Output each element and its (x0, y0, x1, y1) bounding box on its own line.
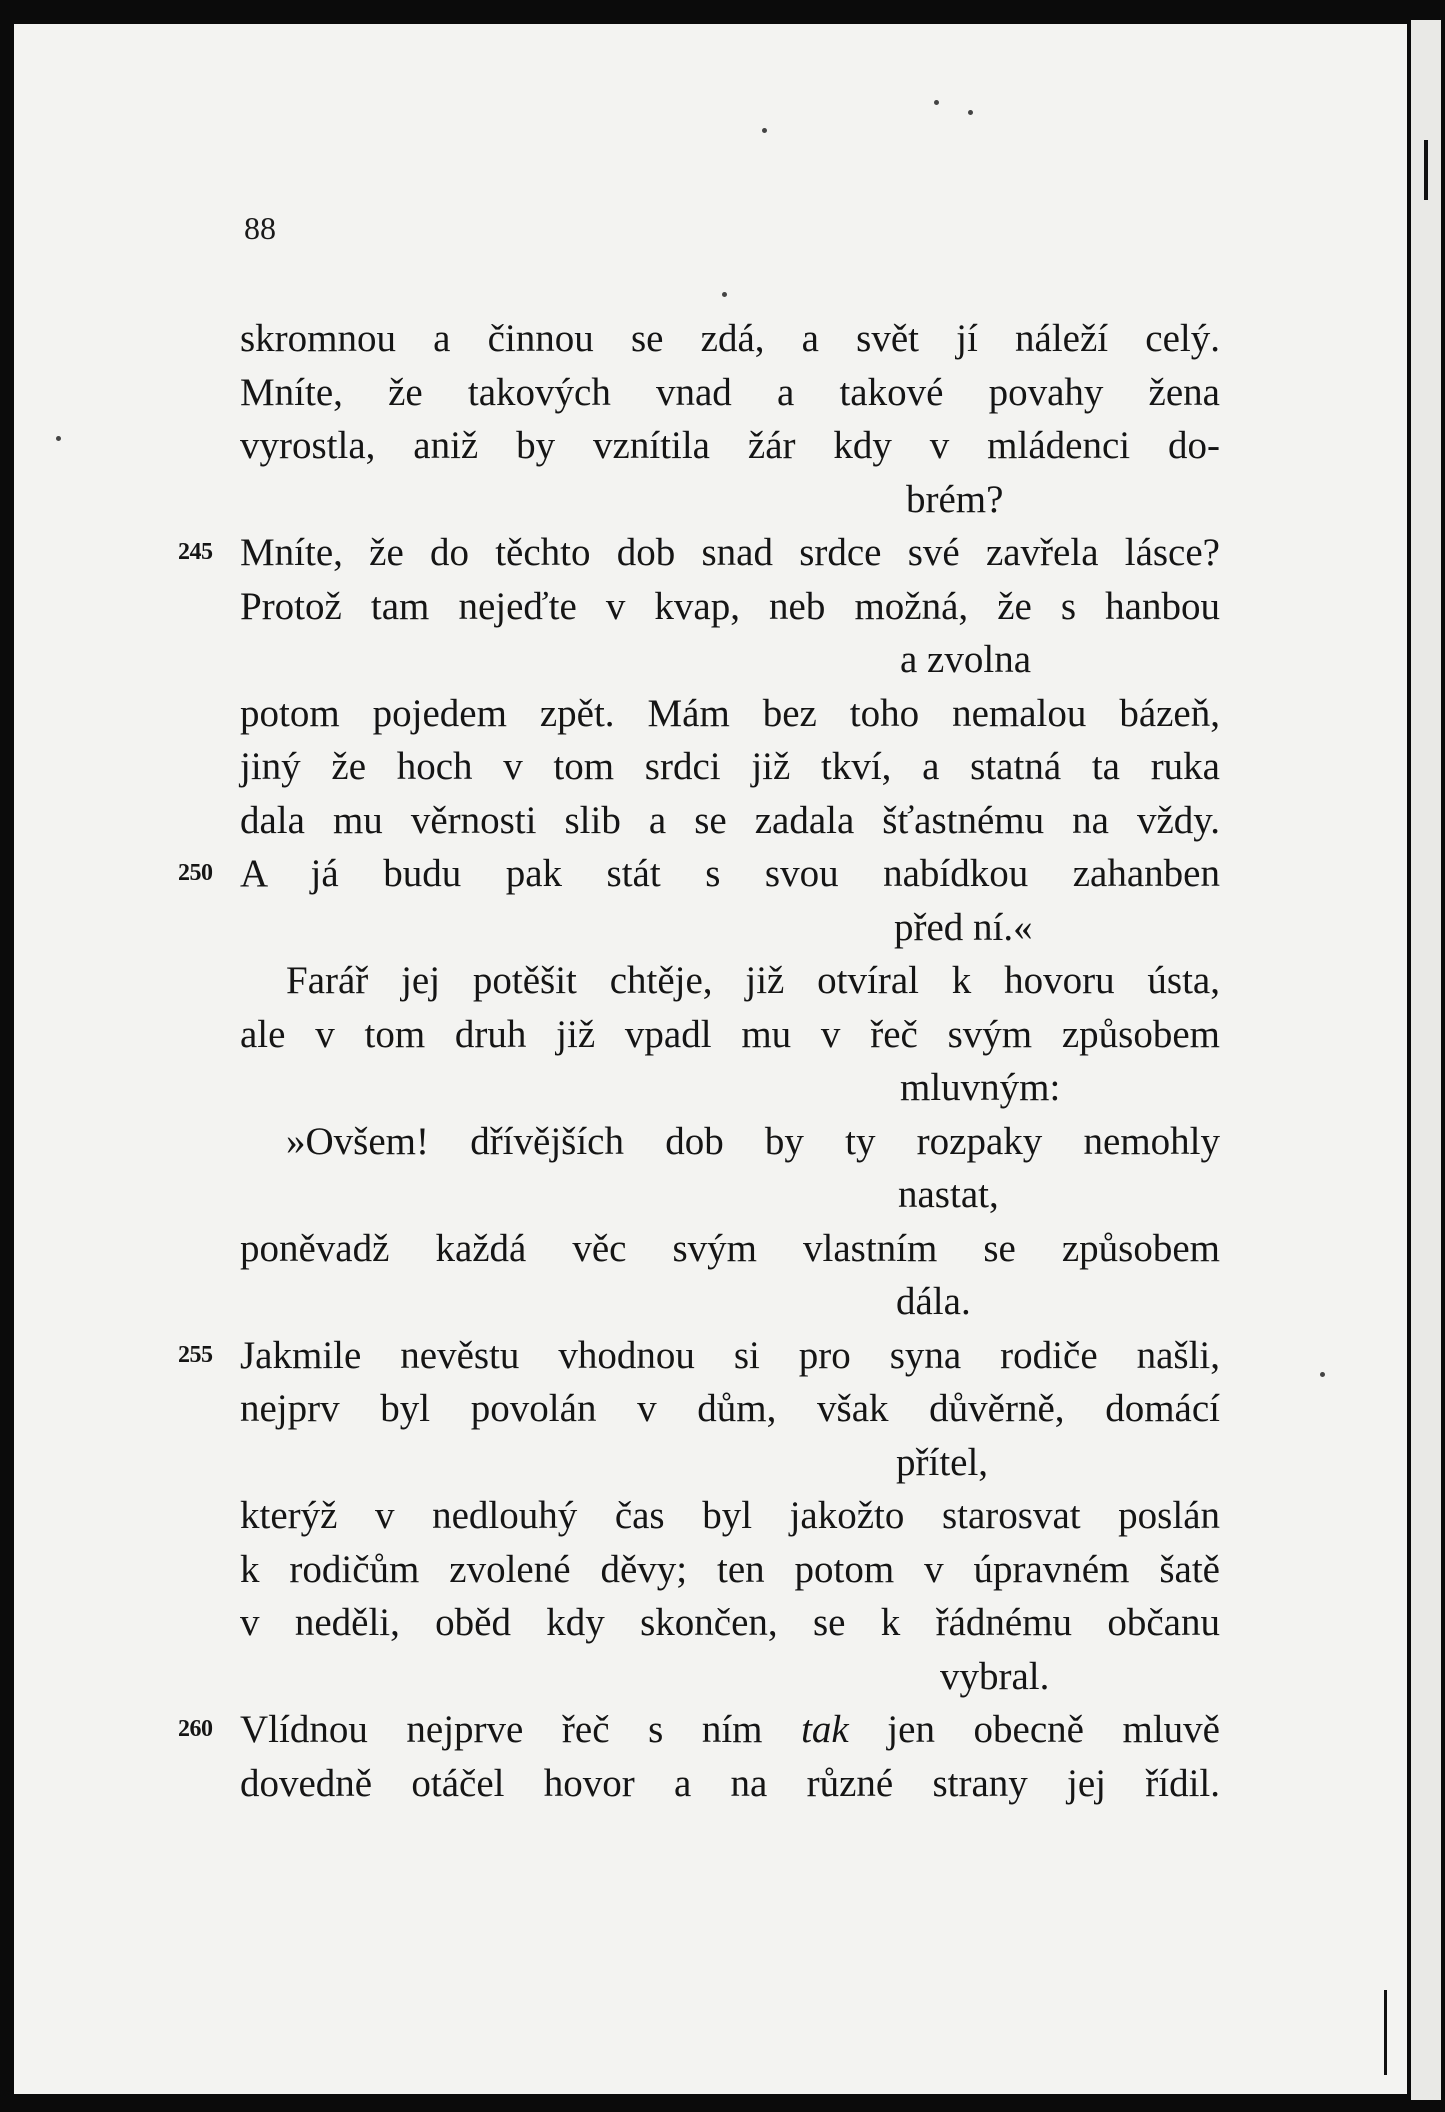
text-line: Protož tam nejeďte v kvap, neb možná, že s hanbou (240, 584, 1220, 628)
dust-speck (1320, 1372, 1325, 1377)
page-edge-mark (1424, 140, 1428, 200)
dust-speck (722, 292, 727, 297)
text-line: 260 Vlídnou nejprve řeč s ním tak jen obecně mluvě (240, 1703, 1220, 1757)
text-line: k rodičům zvolené děvy; ten potom v úpravném šatě (240, 1547, 1220, 1591)
page-edge-mark (1384, 1990, 1387, 2075)
emphasized-word: tak (801, 1708, 849, 1751)
dust-speck (934, 100, 939, 105)
text-line: 245 Mníte, že do těchto dob snad srdce své zavřela lásce? (240, 526, 1220, 580)
text-line-continuation: nastat, (898, 1173, 999, 1216)
line-number: 245 (178, 539, 213, 565)
text-line: nejprv byl povolán v dům, však důvěrně, domácí (240, 1387, 1220, 1430)
text-line: jiný že hoch v tom srdci již tkví, a statná ta ruka (240, 745, 1220, 788)
adjacent-page-edge (1411, 20, 1441, 2100)
text-line: 250 A já budu pak stát s svou nabídkou zahanben (240, 847, 1220, 901)
dust-speck (56, 436, 61, 441)
text-line: poněvadž každá věc svým vlastním se způsobem (240, 1226, 1220, 1270)
dust-speck (968, 110, 973, 115)
text-line: »Ovšem! dřívějších dob by ty rozpaky nemohly (286, 1119, 1220, 1163)
text-line: kterýž v nedlouhý čas byl jakožto starosvat poslán (240, 1494, 1220, 1537)
text-line-continuation: dála. (896, 1280, 971, 1323)
text-line: Farář jej potěšit chtěje, již otvíral k hovoru ústa, (286, 959, 1220, 1002)
text-line: skromnou a činnou se zdá, a svět jí náleží celý. (240, 317, 1220, 360)
page-number: 88 (244, 210, 276, 246)
text-line-continuation: a zvolna (900, 638, 1032, 681)
dust-speck (762, 128, 767, 133)
text-line-continuation: brém? (906, 477, 1004, 521)
text-line: v neděli, oběd kdy skončen, se k řádnému občanu (240, 1601, 1220, 1644)
text-line: vyrostla, aniž by vznítila žár kdy v mládenci do- (240, 424, 1220, 467)
text-line: dala mu věrnosti slib a se zadala šťastnému na vždy. (240, 798, 1220, 842)
line-number: 250 (178, 860, 213, 886)
line-number: 255 (178, 1341, 213, 1368)
text-line-continuation: přítel, (896, 1440, 989, 1484)
line-number: 260 (178, 1716, 213, 1742)
poem-text (178, 312, 1220, 1810)
text-line: 255 Jakmile nevěstu vhodnou si pro syna rodiče našli, (240, 1329, 1220, 1383)
text-line: potom pojedem zpět. Mám bez toho nemalou bázeň, (240, 691, 1220, 735)
text-line: dovedně otáčel hovor a na různé strany jej řídil. (240, 1761, 1220, 1805)
text-line-continuation: před ní.« (894, 905, 1033, 949)
text-line-continuation: vybral. (940, 1654, 1050, 1698)
text-line-continuation: mluvným: (900, 1066, 1061, 1109)
text-line: Mníte, že takových vnad a takové povahy žena (240, 370, 1220, 414)
text-line: ale v tom druh již vpadl mu v řeč svým způsobem (240, 1012, 1220, 1056)
